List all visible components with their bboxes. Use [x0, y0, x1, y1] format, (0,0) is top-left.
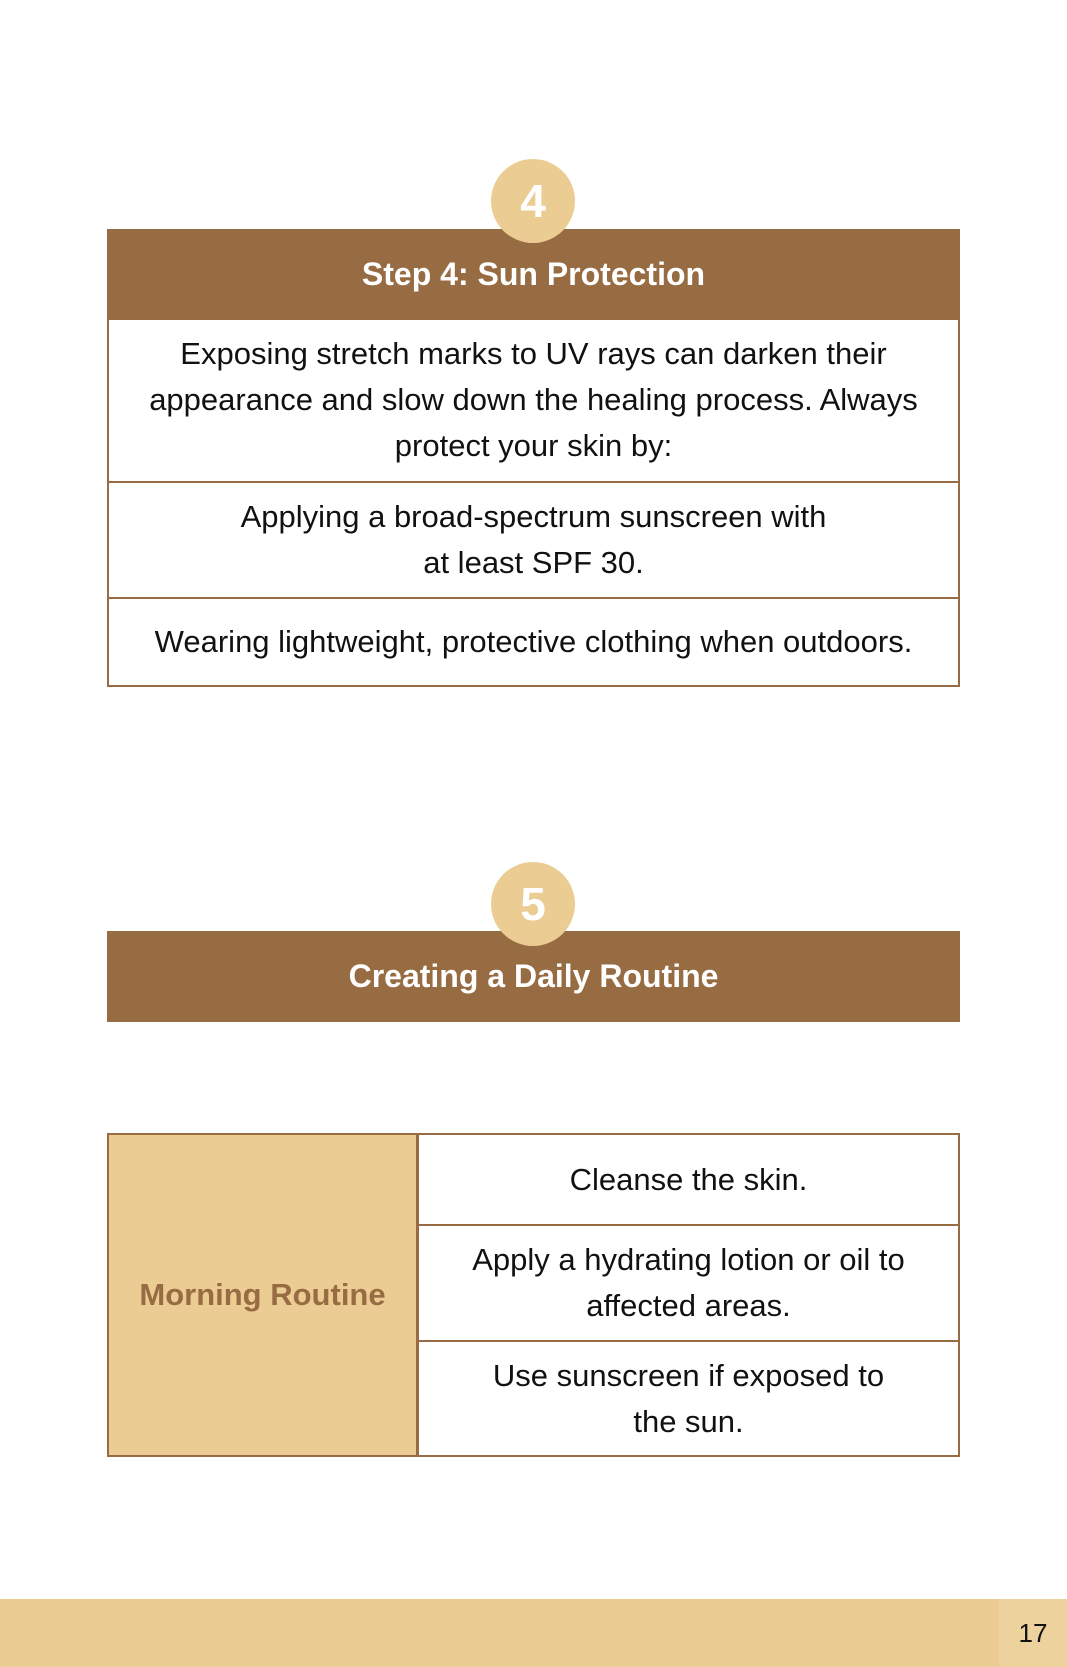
step-4-badge: 4 [491, 159, 575, 243]
routine-item: Cleanse the skin. [569, 1161, 808, 1197]
step-4-header: Step 4: Sun Protection [107, 229, 960, 320]
sun-protection-intro: Exposing stretch marks to UV rays can darken their appearance and slow down the healing process. Always protect your skin by: [149, 336, 918, 463]
morning-routine-items [419, 1135, 958, 1455]
sun-protection-item-text: Applying a broad-spectrum sunscreen with at least SPF 30. [240, 499, 827, 580]
morning-routine-table [107, 1133, 960, 1457]
routine-item [419, 1224, 958, 1340]
footer-bar [0, 1599, 1067, 1667]
sun-protection-item [109, 481, 958, 597]
routine-item [419, 1340, 958, 1455]
morning-routine-label: Morning Routine [109, 1135, 419, 1455]
sun-protection-item: Wearing lightweight, protective clothing when outdoors. [109, 597, 958, 685]
routine-item-text: Use sunscreen if exposed to the sun. [492, 1357, 885, 1439]
step-5-header: Creating a Daily Routine [107, 931, 960, 1022]
page-number: 17 [999, 1599, 1067, 1667]
step-5-badge: 5 [491, 862, 575, 946]
routine-item-text: Apply a hydrating lotion or oil to affected areas. [472, 1242, 905, 1323]
sun-protection-box [107, 319, 960, 687]
